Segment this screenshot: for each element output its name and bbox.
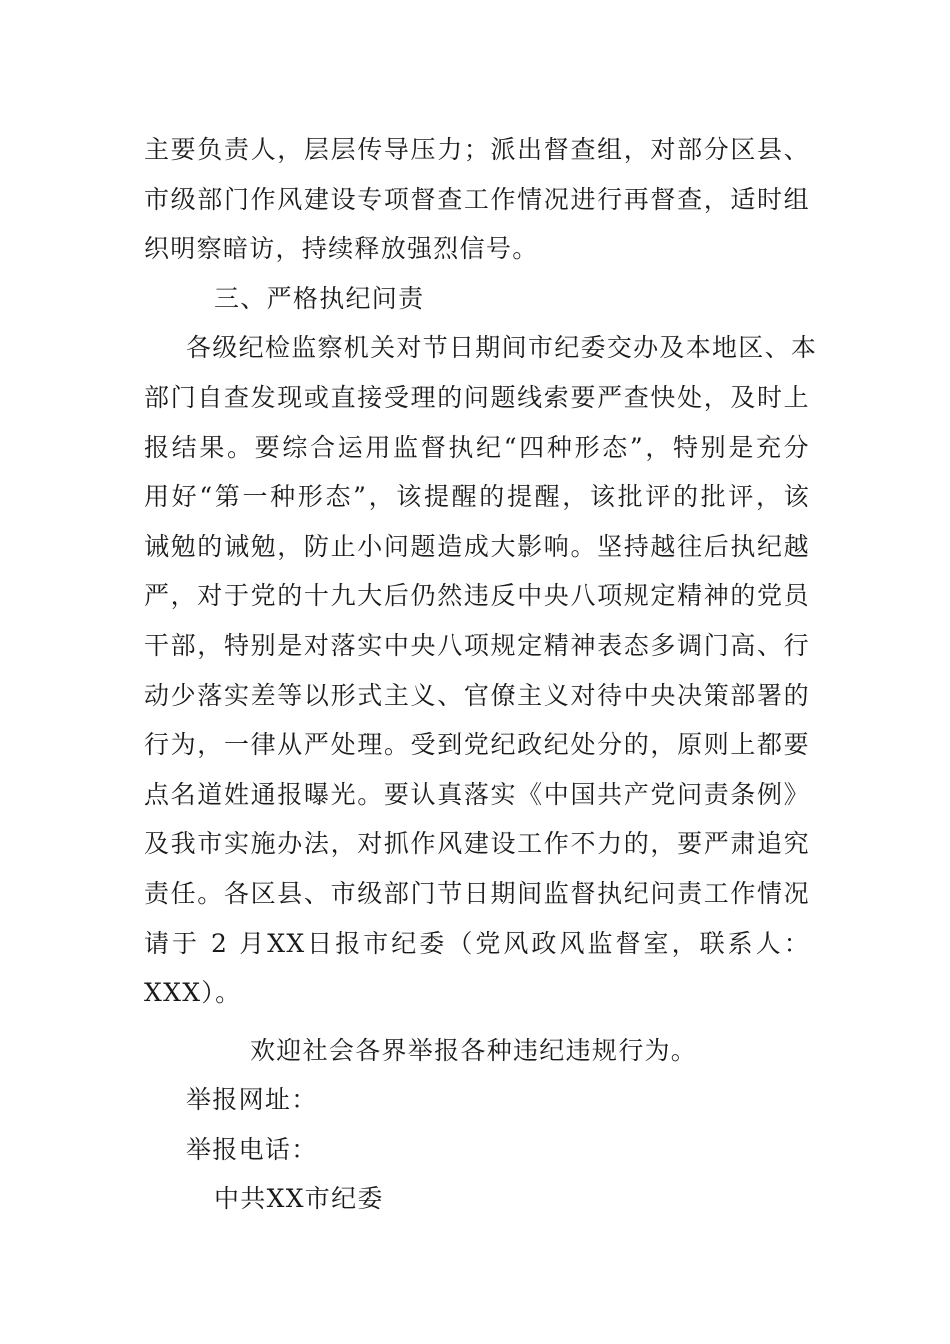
text-line: 织明察暗访，持续释放强烈信号。 [144,234,539,264]
report-phone-label: 举报电话： [186,1134,318,1164]
report-website-label: 举报网址： [186,1085,318,1115]
signature: 中共XX市纪委 [214,1184,384,1214]
paragraph-continued [144,125,810,274]
document-body [144,125,818,1224]
paragraph-accountability [144,323,818,1017]
text-line: 市级部门作风建设专项督查工作情况进行再督查，适时组 [144,184,810,214]
text-line: 各级纪检监察机关对节日期间市纪委交办及本地区、本 [186,333,818,363]
text-line: 严，对于党的十九大后仍然违反中央八项规定精神的党员 [144,581,810,611]
text-line: 诫勉的诫勉，防止小问题造成大影响。坚持越往后执纪越 [144,531,810,561]
text-line: 及我市实施办法，对抓作风建设工作不力的，要严肃追究 [144,829,810,859]
text-line: 报结果。要综合运用监督执纪“四种形态”，特别是充分 [144,432,810,462]
section-heading: 三、严格执纪问责 [214,283,425,313]
text-line: 主要负责人，层层传导压力；派出督查组，对部分区县、 [144,135,810,164]
text-line: 点名道姓通报曝光。要认真落实《中国共产党问责条例》 [144,779,810,809]
text-line: 用好“第一种形态”，该提醒的提醒，该批评的批评，该 [144,482,810,512]
text-line: 请于 2 月XX日报市纪委（党风政风监督室，联系人： [144,928,810,958]
text-line: 行为，一律从严处理。受到党纪政纪处分的，原则上都要 [144,730,810,760]
welcome-line: 欢迎社会各界举报各种违纪违规行为。 [250,1035,698,1065]
text-line: 干部，特别是对落实中央八项规定精神表态多调门高、行 [144,630,810,660]
text-line: 动少落实差等以形式主义、官僚主义对待中央决策部署的 [144,680,810,710]
text-line: 责任。各区县、市级部门节日期间监督执纪问责工作情况 [144,878,810,908]
text-line: 部门自查发现或直接受理的问题线索要严查快处，及时上 [144,382,810,412]
text-line: XXX）。 [144,978,242,1008]
